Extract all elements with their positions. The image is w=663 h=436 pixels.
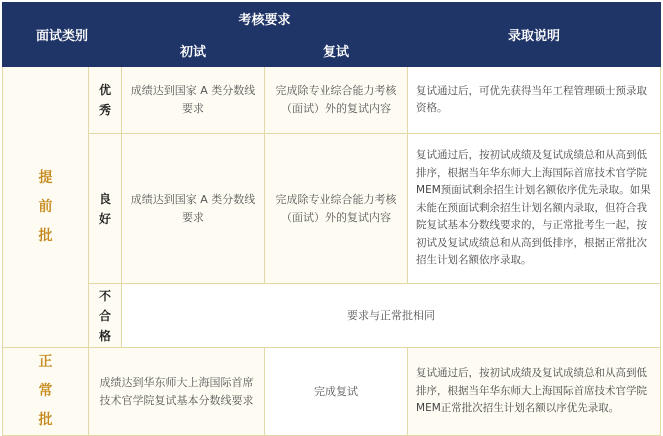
normal-retest: 完成复试 [265, 348, 408, 436]
row-normal-batch [3, 348, 661, 436]
grade-char: 不 [99, 288, 112, 303]
header-requirements: 考核要求 [122, 3, 408, 35]
admission-requirements-table [2, 2, 661, 436]
grade-fail [89, 284, 122, 348]
category-early-batch [3, 67, 89, 348]
grade-char: 秀 [99, 103, 112, 117]
grade-excellent [89, 67, 122, 134]
normal-batch-char: 常 [38, 383, 53, 399]
good-retest: 完成除专业综合能力考核（面试）外的复试内容 [265, 134, 408, 284]
grade-char: 合 [99, 308, 112, 323]
excellent-initial: 成绩达到国家 A 类分数线要求 [122, 67, 265, 134]
excellent-retest: 完成除专业综合能力考核（面试）外的复试内容 [265, 67, 408, 134]
good-initial: 成绩达到国家 A 类分数线要求 [122, 134, 265, 284]
header-initial: 初试 [122, 35, 265, 67]
grade-good [89, 134, 122, 284]
grade-char: 良 [99, 191, 112, 206]
fail-merged-note: 要求与正常批相同 [122, 284, 661, 348]
header-row-1 [3, 3, 661, 35]
grade-char: 优 [99, 83, 112, 97]
good-note: 复试通过后，按初试成绩及复试成绩总和从高到低排序，根据当年华东师大上海国际首席技术官学院MEM预面试剩余招生计划名额依序优先录取。如果未能在预面试剩余招生计划名额内录取，但符合我院复试基本分数线要求的，与正常批考生一起，按初试及复试成绩总和从高到低排序，根据正常批次招生计划名额依序录取。 [408, 134, 661, 284]
normal-batch-char: 正 [38, 354, 53, 370]
normal-note: 复试通过后，按初试成绩及复试成绩总和从高到低排序，根据当年华东师大上海国际首席技术官学院MEM正常批次招生计划名额以序优先录取。 [408, 348, 661, 436]
early-batch-char: 批 [38, 227, 53, 244]
header-category: 面试类别 [3, 3, 122, 67]
normal-initial: 成绩达到华东师大上海国际首席技术官学院复试基本分数线要求 [89, 348, 265, 436]
category-normal-batch [3, 348, 89, 436]
header-retest: 复试 [265, 35, 408, 67]
grade-char: 格 [99, 328, 112, 343]
grade-char: 好 [99, 211, 112, 226]
header-admission-note: 录取说明 [408, 3, 661, 67]
row-excellent [3, 67, 661, 134]
row-fail [3, 284, 661, 348]
excellent-note: 复试通过后，可优先获得当年工程管理硕士预录取资格。 [408, 67, 661, 134]
row-good [3, 134, 661, 284]
early-batch-char: 前 [38, 198, 53, 215]
normal-batch-char: 批 [38, 412, 53, 428]
early-batch-char: 提 [38, 169, 53, 186]
